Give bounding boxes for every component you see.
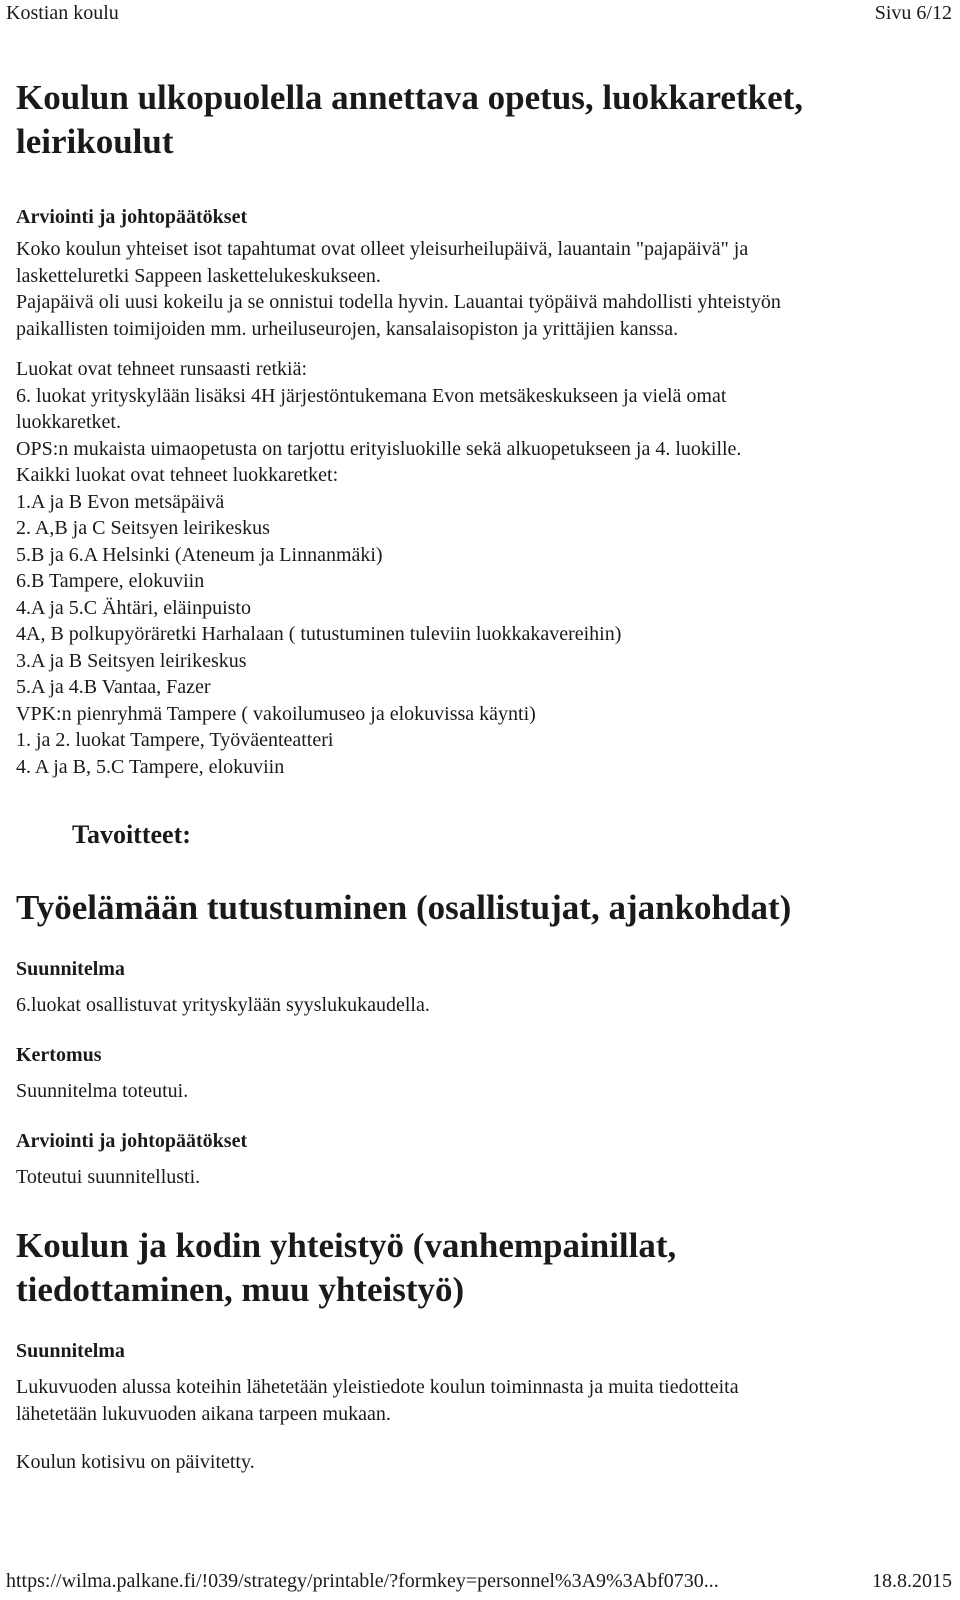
list-item: 1. ja 2. luokat Tampere, Työväenteatteri — [16, 729, 334, 751]
text-line: Pajapäivä oli uusi kokeilu ja se onnistui todella hyvin. Lauantai työpäivä mahdollisti yhteistyön — [16, 291, 781, 313]
text-line: paikallisten toimijoiden mm. urheiluseurojen, kansalaisopiston ja yrittäjien kanssa. — [16, 317, 679, 340]
evaluation-text-2: Toteutui suunnitellusti. — [16, 1166, 201, 1188]
print-date: 18.8.2015 — [872, 1570, 952, 1592]
list-item: 4.A ja 5.C Ähtäri, eläinpuisto — [16, 596, 251, 619]
page-number: Sivu 6/12 — [874, 2, 952, 24]
homepage-text: Koulun kotisivu on päivitetty. — [16, 1451, 255, 1473]
list-item: OPS:n mukaista uimaopetusta on tarjottu erityisluokille sekä alkuopetukseen ja 4. luokille. — [16, 437, 742, 460]
list-item: VPK:n pienryhmä Tampere ( vakoilumuseo ja elokuvissa käynti) — [16, 702, 536, 725]
evaluation-heading-2: Arviointi ja johtopäätökset — [16, 1130, 248, 1152]
section-title-outdoor-teaching: Koulun ulkopuolella annettava opetus, luokkaretket, leirikoulut — [16, 78, 804, 161]
text-line: Lukuvuoden alussa koteihin lähetetään yleistiedote koulun toiminnasta ja muita tiedotteita — [16, 1376, 739, 1398]
trips-intro: Luokat ovat tehneet runsaasti retkiä: — [16, 358, 308, 380]
trips-list — [16, 356, 936, 780]
list-item: 4. A ja B, 5.C Tampere, elokuviin — [16, 755, 285, 778]
evaluation-text — [16, 236, 936, 342]
plan-heading: Suunnitelma — [16, 958, 125, 980]
text-line: lähetetään lukuvuoden aikana tarpeen mukaan. — [16, 1402, 391, 1425]
report-text: Suunnitelma toteutui. — [16, 1080, 189, 1102]
list-item: 1.A ja B Evon metsäpäivä — [16, 490, 225, 513]
list-item: 5.B ja 6.A Helsinki (Ateneum ja Linnanmäki) — [16, 543, 383, 566]
section-title-home-school: Koulun ja kodin yhteistyö (vanhempainillat, tiedottaminen, muu yhteistyö) — [16, 1226, 677, 1309]
page-header — [6, 0, 952, 26]
list-item: 6.B Tampere, elokuviin — [16, 570, 205, 592]
list-item: 2. A,B ja C Seitsyen leirikeskus — [16, 517, 270, 539]
list-item: luokkaretket. — [16, 411, 121, 433]
section-title-work-life: Työelämään tutustuminen (osallistujat, ajankohdat) — [16, 888, 792, 927]
text-line: Koko koulun yhteiset isot tapahtumat ovat olleet yleisurheilupäivä, lauantain "pajapäivä" ja — [16, 238, 749, 260]
list-item: 3.A ja B Seitsyen leirikeskus — [16, 649, 247, 672]
plan-heading-2: Suunnitelma — [16, 1340, 125, 1362]
document-body — [16, 76, 936, 1475]
report-heading: Kertomus — [16, 1044, 102, 1066]
source-url: https://wilma.palkane.fi/!039/strategy/printable/?formkey=personnel%3A9%3Abf0730... — [6, 1570, 719, 1592]
school-name: Kostian koulu — [6, 2, 119, 24]
list-item: Kaikki luokat ovat tehneet luokkaretket: — [16, 464, 339, 486]
plan-text: 6.luokat osallistuvat yrityskylään syyslukukaudella. — [16, 994, 430, 1016]
goals-heading: Tavoitteet: — [72, 820, 191, 849]
list-item: 5.A ja 4.B Vantaa, Fazer — [16, 676, 211, 698]
list-item: 4A, B polkupyöräretki Harhalaan ( tutustuminen tuleviin luokkakavereihin) — [16, 623, 622, 645]
list-item: 6. luokat yrityskylään lisäksi 4H järjestöntukemana Evon metsäkeskukseen ja vielä omat — [16, 384, 727, 407]
plan-text-2 — [16, 1374, 936, 1427]
text-line: lasketteluretki Sappeen laskettelukeskukseen. — [16, 264, 381, 287]
evaluation-heading: Arviointi ja johtopäätökset — [16, 206, 248, 228]
